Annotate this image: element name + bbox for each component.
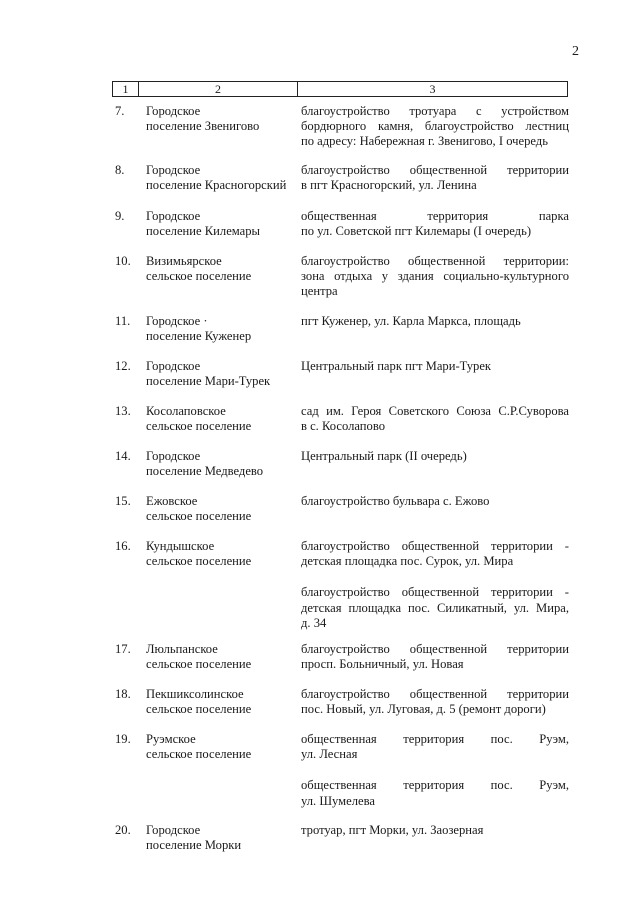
settlement-name-line: поселение Медведево — [146, 464, 264, 479]
description-line: центра — [301, 284, 338, 299]
description-block — [301, 778, 569, 808]
settlement-name-line: Визимьярское — [146, 254, 222, 268]
description-line: детская площадка пос. Сурок, ул. Мира — [301, 554, 514, 569]
project-description — [301, 209, 569, 239]
description-block — [301, 104, 569, 150]
settlement-name — [146, 209, 296, 239]
description-block — [301, 254, 569, 300]
description-line: пгт Куженер, ул. Карла Маркса, площадь — [301, 314, 521, 328]
entry-number: 13. — [115, 404, 131, 418]
entry-number: 8. — [115, 163, 125, 177]
settlement-name-line: сельское поселение — [146, 657, 252, 672]
description-line: Центральный парк пгт Мари-Турек — [301, 359, 492, 373]
settlement-name-line: сельское поселение — [146, 747, 252, 762]
project-description — [301, 494, 569, 509]
description-line: детская площадка пос. Силикатный, ул. Мира, — [301, 600, 569, 615]
description-line: благоустройство общественной территории — [301, 163, 569, 177]
project-description — [301, 314, 569, 329]
description-line: общественная территория парка — [301, 209, 569, 223]
description-block — [301, 494, 569, 509]
description-line: д. 34 — [301, 615, 327, 630]
project-description — [301, 687, 569, 717]
entry-number: 9. — [115, 209, 125, 223]
settlement-name — [146, 823, 296, 853]
entry-number: 19. — [115, 732, 131, 746]
entry-number: 11. — [115, 314, 131, 328]
header-bottom-border — [112, 96, 568, 97]
description-line: просп. Больничный, ул. Новая — [301, 657, 464, 672]
settlement-name-line: поселение Звенигово — [146, 119, 260, 134]
description-block — [301, 314, 569, 329]
settlement-name-line: Городское — [146, 823, 201, 837]
settlement-name — [146, 404, 296, 434]
settlement-name — [146, 449, 296, 479]
settlement-name-line: сельское поселение — [146, 509, 252, 524]
entry-number: 17. — [115, 642, 131, 656]
header-col-2: 2 — [215, 82, 221, 96]
project-description — [301, 449, 569, 464]
description-block — [301, 539, 569, 569]
entry-number: 15. — [115, 494, 131, 508]
settlement-name-line: Косолаповское — [146, 404, 226, 418]
settlement-name-line: Городское — [146, 209, 201, 223]
project-description — [301, 359, 569, 374]
description-block — [301, 163, 569, 193]
settlement-name — [146, 732, 296, 762]
header-col-3: 3 — [429, 82, 436, 96]
settlement-name-line: сельское поселение — [146, 702, 252, 717]
project-description — [301, 823, 569, 838]
description-line: Центральный парк (II очередь) — [301, 449, 467, 463]
description-block — [301, 585, 569, 631]
project-description — [301, 539, 569, 631]
entry-number: 12. — [115, 359, 131, 373]
description-line: благоустройство бульвара с. Ежово — [301, 494, 490, 508]
description-line: пос. Новый, ул. Луговая, д. 5 (ремонт дороги) — [301, 702, 546, 717]
description-block — [301, 359, 569, 374]
description-line: благоустройство тротуара с устройством — [301, 104, 569, 118]
description-line: общественная территория пос. Руэм, — [301, 778, 569, 793]
description-line: бордюрного камня, благоустройство лестниц — [301, 119, 569, 134]
settlement-name-line: Руэмское — [146, 732, 196, 746]
description-line: благоустройство общественной территории — [301, 687, 569, 701]
settlement-name — [146, 104, 296, 134]
entry-number: 20. — [115, 823, 131, 837]
settlement-name — [146, 642, 296, 672]
description-line: зона отдыха у здания социально-культурного — [301, 269, 569, 284]
description-line: в с. Косолапово — [301, 419, 385, 434]
settlement-name — [146, 314, 296, 344]
settlement-name — [146, 254, 296, 284]
settlement-name-line: сельское поселение — [146, 554, 252, 569]
settlement-name-line: Пекшиксолинское — [146, 687, 244, 701]
settlement-name — [146, 687, 296, 717]
description-block — [301, 823, 569, 838]
settlement-name-line: Ежовское — [146, 494, 198, 508]
settlement-name — [146, 494, 296, 524]
description-line: ул. Лесная — [301, 747, 358, 762]
page-number: 2 — [572, 44, 579, 59]
project-description — [301, 104, 569, 150]
description-line: благоустройство общественной территории — [301, 642, 569, 656]
settlement-name-line: сельское поселение — [146, 269, 252, 284]
entry-number: 14. — [115, 449, 131, 463]
settlement-name-line: Кундышское — [146, 539, 215, 553]
header-col-1: 1 — [122, 82, 129, 96]
settlement-name-line: поселение Куженер — [146, 329, 252, 344]
settlement-name-line: поселение Мари-Турек — [146, 374, 271, 389]
project-description — [301, 163, 569, 193]
project-description — [301, 404, 569, 434]
description-block — [301, 404, 569, 434]
settlement-name-line: Городское — [146, 163, 201, 177]
description-block — [301, 449, 569, 464]
entry-number: 10. — [115, 254, 131, 268]
settlement-name — [146, 539, 296, 569]
description-line: благоустройство общественной территории - — [301, 585, 569, 600]
description-line: благоустройство общественной территории - — [301, 539, 569, 553]
settlement-name-line: Городское — [146, 104, 201, 118]
entry-number: 16. — [115, 539, 131, 553]
settlement-name-line: Люльпанское — [146, 642, 218, 656]
settlement-name-line: Городское · — [146, 314, 208, 328]
settlement-name-line: сельское поселение — [146, 419, 252, 434]
settlement-name-line: поселение Красногорский — [146, 178, 287, 193]
header-divider — [567, 81, 568, 97]
description-line: по ул. Советской пгт Килемары (I очередь) — [301, 224, 532, 239]
settlement-name-line: Городское — [146, 449, 201, 463]
settlement-name — [146, 163, 296, 193]
description-block — [301, 642, 569, 672]
settlement-name-line: Городское — [146, 359, 201, 373]
description-line: сад им. Героя Советского Союза С.Р.Суворова — [301, 404, 569, 418]
description-line: общественная территория пос. Руэм, — [301, 732, 569, 746]
description-line: благоустройство общественной территории: — [301, 254, 569, 268]
project-description — [301, 254, 569, 300]
description-block — [301, 209, 569, 239]
settlement-name-line: поселение Килемары — [146, 224, 261, 239]
description-line: ул. Шумелева — [301, 793, 375, 808]
description-line: по адресу: Набережная г. Звенигово, I очередь — [301, 134, 548, 149]
description-line: в пгт Красногорский, ул. Ленина — [301, 178, 477, 193]
settlement-name-line: поселение Морки — [146, 838, 242, 853]
description-block — [301, 687, 569, 717]
project-description — [301, 732, 569, 809]
description-line: тротуар, пгт Морки, ул. Заозерная — [301, 823, 484, 837]
entry-number: 7. — [115, 104, 125, 118]
settlement-name — [146, 359, 296, 389]
project-description — [301, 642, 569, 672]
table-header — [112, 81, 568, 97]
description-block — [301, 732, 569, 762]
entry-number: 18. — [115, 687, 131, 701]
